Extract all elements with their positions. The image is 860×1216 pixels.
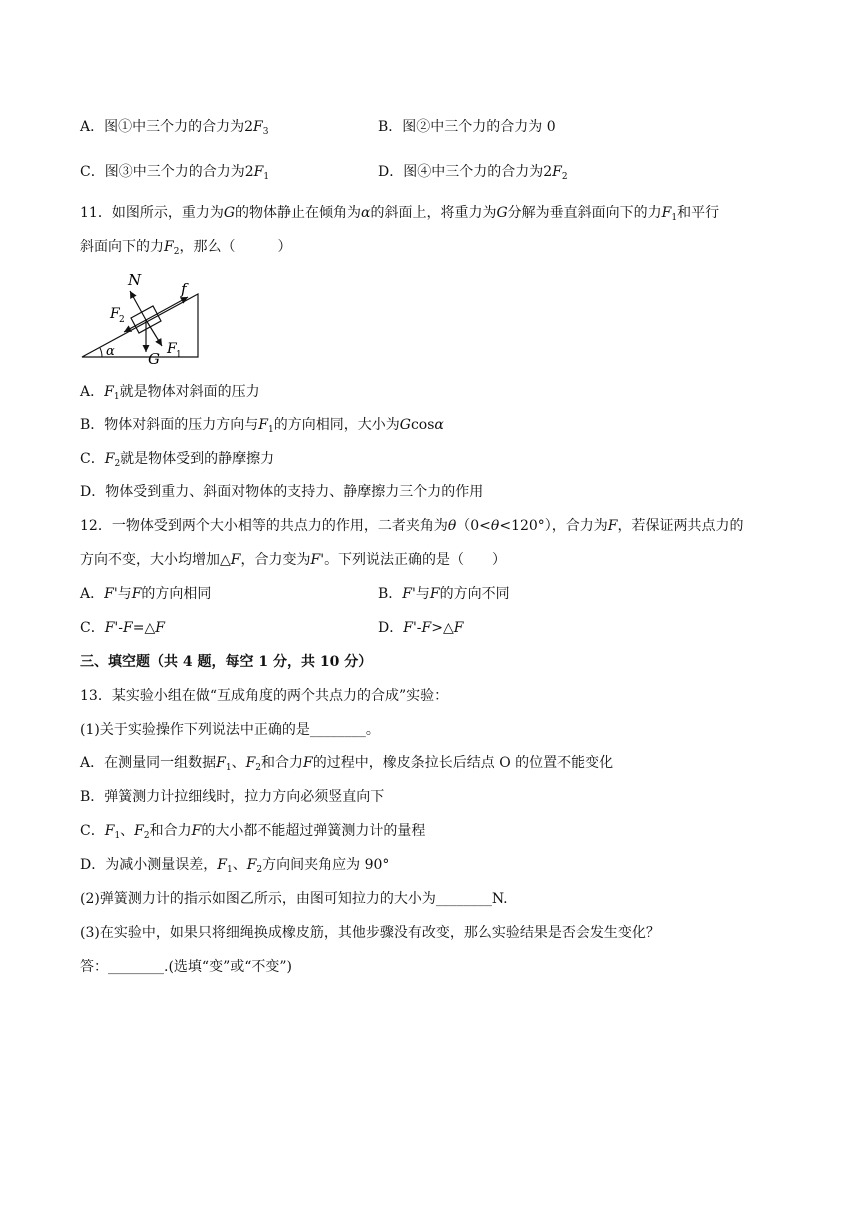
q13-option-b: B．弹簧测力计拉细线时，拉力方向必须竖直向下 [80,789,385,805]
normal-force-arrow [130,291,146,320]
label-alpha: α [106,344,115,359]
q11-stem-line1: 11．如图所示，重力为G的物体静止在倾角为α的斜面上，将重力为G分解为垂直斜面向下的力$F_1$和平行 [80,205,720,223]
q13-part1: (1)关于实验操作下列说法中正确的是________。 [80,722,380,738]
q10-option-b: B．图②中三个力的合力为 0 [378,119,556,135]
label-f2: F [110,306,120,322]
q10-option-a: A．图①中三个力的合力为$2F_3$ [80,119,269,137]
q12-option-a: A．F'与F的方向相同 [80,586,212,602]
q13-option-d: D．为减小测量误差，$F_1$、$F_2$方向间夹角应为 90° [80,857,390,875]
q11-option-d: D．物体受到重力、斜面对物体的支持力、静摩擦力三个力的作用 [80,484,484,500]
q11-option-a: A．$F_1$就是物体对斜面的压力 [80,384,260,402]
f1-arrow [146,320,162,346]
q11-option-c: C．$F_2$就是物体受到的静摩擦力 [80,451,275,469]
label-f1-sub: 1 [176,350,182,360]
q11-stem-line2: 斜面向下的力$F_2$，那么（ ） [80,239,292,257]
q13-stem: 13．某实验小组在做“互成角度的两个共点力的合成”实验： [80,688,449,704]
q10-option-d: D．图④中三个力的合力为$2F_2$ [378,164,568,182]
q13-part2: (2)弹簧测力计的指示如图乙所示，由图可知拉力的大小为________N. [80,891,508,907]
q11-option-b: B．物体对斜面的压力方向与$F_1$的方向相同，大小为Gcosα [80,417,444,435]
q13-part3: (3)在实验中，如果只将细绳换成橡皮筋，其他步骤没有改变，那么实验结果是否会发生变化？ [80,925,660,941]
q13-answer-line: 答：________.(选填“变”或“不变”) [80,959,293,975]
label-f1: F [167,341,177,357]
angle-arc [100,348,102,357]
f2-arrow [124,320,146,332]
q12-option-b: B．F'与F的方向不同 [378,586,510,602]
incline-force-diagram [78,266,208,366]
label-n: N [128,271,142,289]
incline-triangle [82,294,198,357]
label-f: f [181,280,187,298]
q13-option-a: A．在测量同一组数据$F_1$、$F_2$和合力F的过程中，橡皮条拉长后结点 O 的位置不能变化 [80,755,614,773]
q12-option-d: D．F'-F>△F [378,620,464,636]
q13-option-c: C．$F_1$、$F_2$和合力F的大小都不能超过弹簧测力计的量程 [80,823,426,841]
q12-stem-line2: 方向不变，大小均增加△F，合力变为F'。下列说法正确的是（ ） [80,552,507,568]
section-3-title: 三、填空题（共 4 题，每空 1 分，共 10 分） [80,654,373,670]
friction-force-arrow [146,297,188,320]
q12-option-c: C．F'-F=△F [80,620,165,636]
label-g: G [148,350,160,366]
q12-stem-line1: 12．一物体受到两个大小相等的共点力的作用，二者夹角为θ（0<θ<120°），合力为F，若保证两共点力的 [80,518,744,534]
label-f2-sub: 2 [119,315,125,325]
q10-option-c: C．图③中三个力的合力为$2F_1$ [80,164,270,182]
